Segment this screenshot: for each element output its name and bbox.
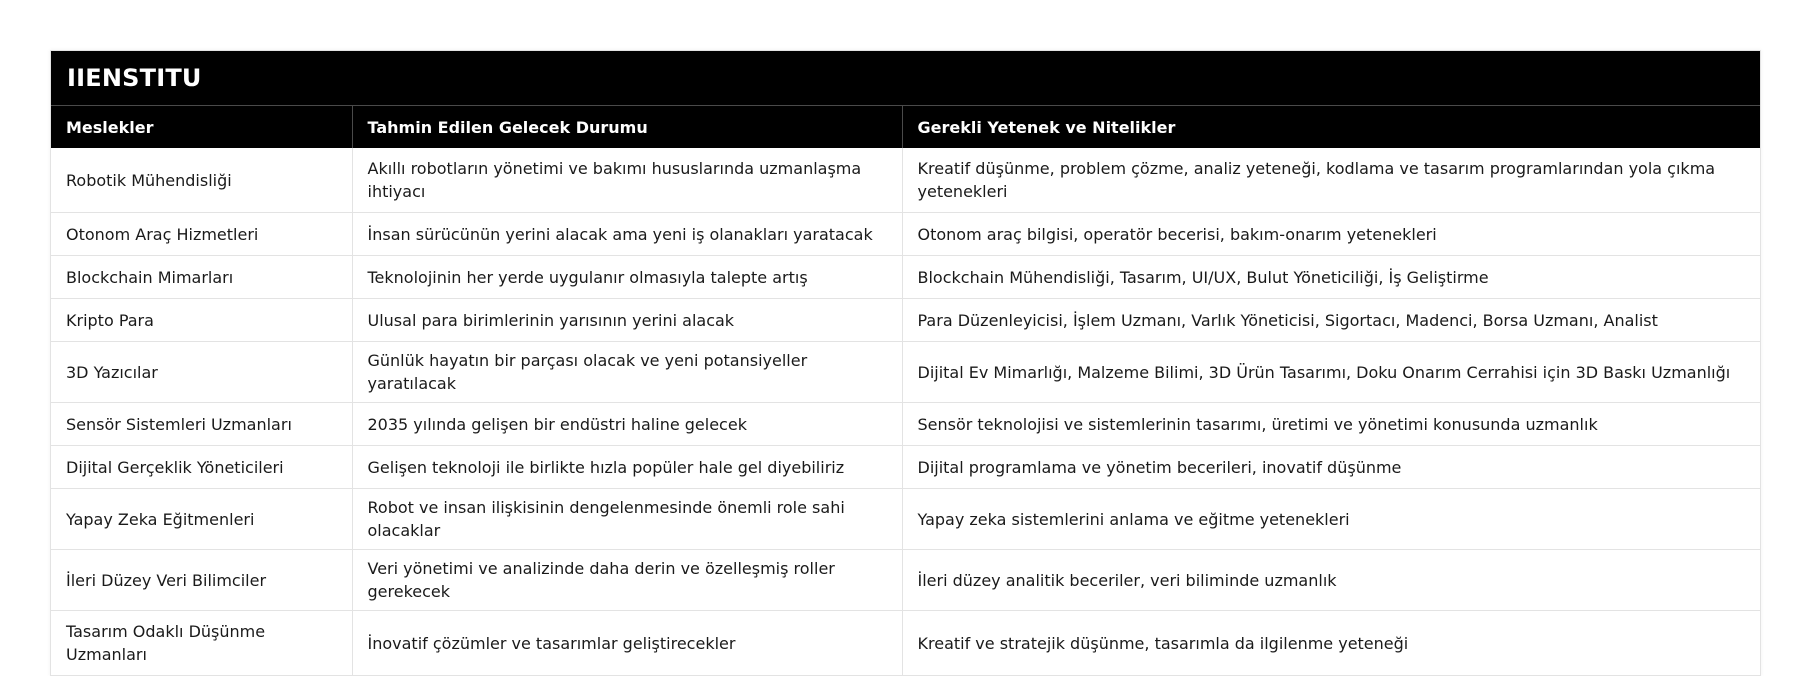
cell-future-outlook: Teknolojinin her yerde uygulanır olmasıyla talepte artış	[352, 256, 902, 299]
table-row	[51, 256, 1760, 299]
cell-profession: Otonom Araç Hizmetleri	[51, 213, 352, 256]
table-row	[51, 299, 1760, 342]
cell-future-outlook: 2035 yılında gelişen bir endüstri haline gelecek	[352, 403, 902, 446]
cell-skills: Dijital Ev Mimarlığı, Malzeme Bilimi, 3D Ürün Tasarımı, Doku Onarım Cerrahisi için 3D Baskı Uzmanlığı	[902, 342, 1760, 403]
cell-skills: İleri düzey analitik beceriler, veri biliminde uzmanlık	[902, 550, 1760, 611]
cell-skills: Yapay zeka sistemlerini anlama ve eğitme yetenekleri	[902, 489, 1760, 550]
cell-skills: Sensör teknolojisi ve sistemlerinin tasarımı, üretimi ve yönetimi konusunda uzmanlık	[902, 403, 1760, 446]
cell-profession: Yapay Zeka Eğitmenleri	[51, 489, 352, 550]
table-row	[51, 213, 1760, 256]
careers-table	[51, 106, 1760, 675]
cell-profession: Sensör Sistemleri Uzmanları	[51, 403, 352, 446]
cell-profession: Tasarım Odaklı Düşünme Uzmanları	[51, 611, 352, 676]
cell-profession: Robotik Mühendisliği	[51, 148, 352, 213]
cell-skills: Otonom araç bilgisi, operatör becerisi, bakım-onarım yetenekleri	[902, 213, 1760, 256]
cell-future-outlook: Veri yönetimi ve analizinde daha derin ve özelleşmiş roller gerekecek	[352, 550, 902, 611]
column-header-gelecek-durumu: Tahmin Edilen Gelecek Durumu	[352, 106, 902, 148]
cell-skills: Blockchain Mühendisliği, Tasarım, UI/UX, Bulut Yöneticiliği, İş Geliştirme	[902, 256, 1760, 299]
table-title: IIENSTITU	[51, 51, 1760, 106]
table-row	[51, 611, 1760, 676]
cell-profession: Kripto Para	[51, 299, 352, 342]
column-header-meslekler: Meslekler	[51, 106, 352, 148]
table-row	[51, 403, 1760, 446]
cell-profession: 3D Yazıcılar	[51, 342, 352, 403]
cell-future-outlook: Ulusal para birimlerinin yarısının yerini alacak	[352, 299, 902, 342]
cell-skills: Kreatif düşünme, problem çözme, analiz yeteneği, kodlama ve tasarım programlarından yola çıkma yetenekleri	[902, 148, 1760, 213]
cell-skills: Dijital programlama ve yönetim becerileri, inovatif düşünme	[902, 446, 1760, 489]
cell-future-outlook: İnovatif çözümler ve tasarımlar geliştirecekler	[352, 611, 902, 676]
table-header-row	[51, 106, 1760, 148]
table-row	[51, 446, 1760, 489]
table-row	[51, 342, 1760, 403]
cell-profession: İleri Düzey Veri Bilimciler	[51, 550, 352, 611]
cell-future-outlook: Günlük hayatın bir parçası olacak ve yeni potansiyeller yaratılacak	[352, 342, 902, 403]
cell-future-outlook: Akıllı robotların yönetimi ve bakımı hususlarında uzmanlaşma ihtiyacı	[352, 148, 902, 213]
cell-future-outlook: Robot ve insan ilişkisinin dengelenmesinde önemli role sahi olacaklar	[352, 489, 902, 550]
table-row	[51, 489, 1760, 550]
cell-skills: Para Düzenleyicisi, İşlem Uzmanı, Varlık Yöneticisi, Sigortacı, Madenci, Borsa Uzmanı, Analist	[902, 299, 1760, 342]
cell-future-outlook: İnsan sürücünün yerini alacak ama yeni iş olanakları yaratacak	[352, 213, 902, 256]
cell-profession: Blockchain Mimarları	[51, 256, 352, 299]
cell-profession: Dijital Gerçeklik Yöneticileri	[51, 446, 352, 489]
cell-future-outlook: Gelişen teknoloji ile birlikte hızla popüler hale gel diyebiliriz	[352, 446, 902, 489]
cell-skills: Kreatif ve stratejik düşünme, tasarımla da ilgilenme yeteneği	[917, 633, 1409, 653]
table-row	[51, 148, 1760, 213]
column-header-yetenekler: Gerekli Yetenek ve Nitelikler	[902, 106, 1760, 148]
careers-table-card	[50, 50, 1761, 676]
table-row	[51, 550, 1760, 611]
